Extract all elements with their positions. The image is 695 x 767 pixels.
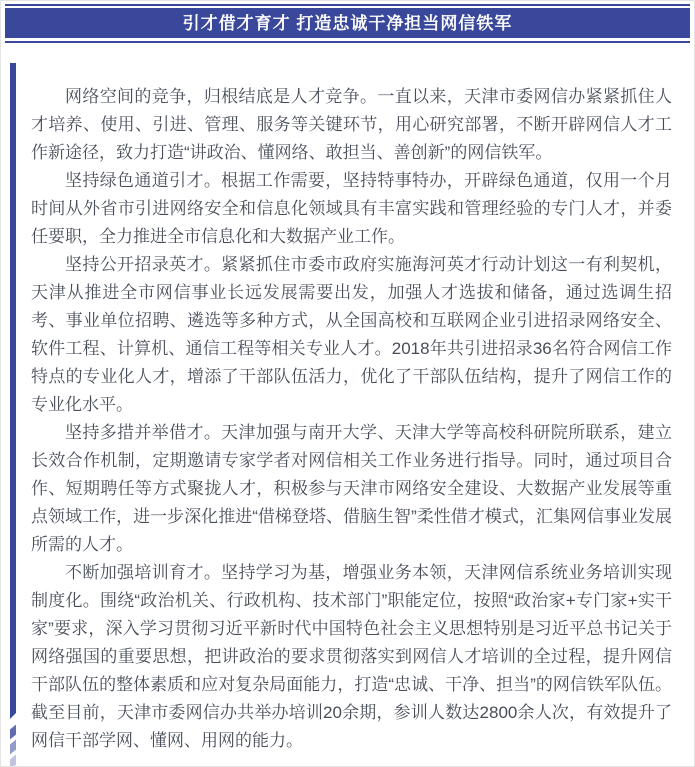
article-paragraph: 坚持公开招录英才。紧紧抓住市委市政府实施海河英才行动计划这一有利契机，天津从推进全市网信事业长远发展需要出发，加强人才选拔和储备，通过选调生招考、事业单位招聘、遴选等多种方式，从全国高校和互联网企业引进招录网络安全、软件工程、计算机、通信工程等相关专业人才。2018年共引进招录36名符合网信工作特点的专业化人才，增添了干部队伍活力，优化了干部队伍结构，提升了网信工作的专业化水平。 [31, 255, 672, 414]
article-paragraph: 网络空间的竞争，归根结底是人才竞争。一直以来，天津市委网信办紧紧抓住人才培养、使用、引进、管理、服务等关键环节，用心研究部署，不断开辟网信人才工作新途径，致力打造“讲政治、懂网络、敢担当、善创新”的网信铁军。 [31, 87, 672, 162]
article-header [1, 1, 694, 43]
article-paragraph: 不断加强培训育才。坚持学习为基，增强业务本领，天津网信系统业务培训实现制度化。围绕“政治机关、行政机构、技术部门”职能定位，按照“政治家+专门家+实干家”要求，深入学习贯彻习近平新时代中国特色社会主义思想特别是习近平总书记关于网络强国的重要思想，把讲政治的要求贯彻落实到网信人才培训的全过程，提升网信干部队伍的整体素质和应对复杂局面能力，打造“忠诚、干净、担当”的网信铁军队伍。截至目前，天津市委网信办共举办培训20余期，参训人数达2800余人次，有效提升了网信干部学网、懂网、用网的能力。 [31, 563, 672, 750]
article-paragraph: 坚持绿色通道引才。根据工作需要，坚持特事特办，开辟绿色通道，仅用一个月时间从外省市引进网络安全和信息化领域具有丰富实践和管理经验的专门人才，并委任要职，全力推进全市信息化和大数据产业工作。 [31, 171, 672, 246]
accent-stripe [10, 755, 16, 767]
article-paragraph: 坚持多措并举借才。天津加强与南开大学、天津大学等高校科研院所联系，建立长效合作机制，定期邀请专家学者对网信相关工作业务进行指导。同时，通过项目合作、短期聘任等方式聚拢人才，积极参与天津市网络安全建设、大数据产业发展等重点领域工作，进一步深化推进“借梯登塔、借脑生智”柔性借才模式，汇集网信事业发展所需的人才。 [31, 423, 672, 554]
accent-stripe [10, 740, 16, 755]
page-title: 引才借才育才 打造忠诚干净担当网信铁军 [182, 13, 513, 33]
title-bar [5, 8, 690, 38]
header-rule-top [5, 4, 690, 6]
article-body [1, 43, 694, 755]
accent-stripe [10, 725, 16, 740]
accent-bar [10, 63, 16, 719]
